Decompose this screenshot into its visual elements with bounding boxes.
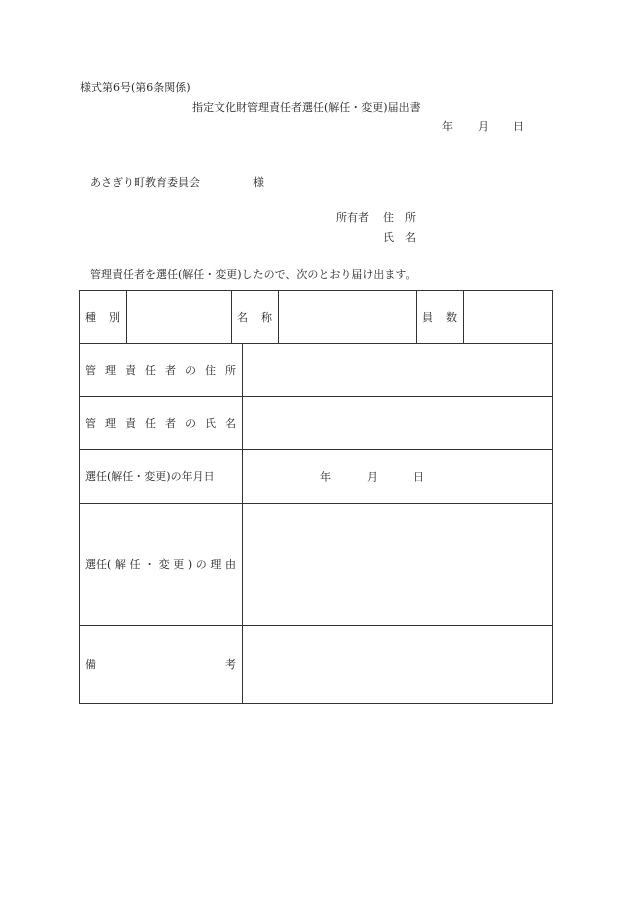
- owner-label: 所有者: [336, 211, 369, 224]
- appointment-date-field[interactable]: [243, 450, 553, 504]
- name-label-char: 名: [237, 310, 248, 324]
- manager-address-field[interactable]: [243, 344, 553, 397]
- addressee-honorific: 様: [253, 176, 264, 189]
- reason-label: [80, 504, 243, 626]
- owner-block: [336, 211, 456, 245]
- label-char: 者: [165, 416, 176, 430]
- manager-address-label: [80, 344, 243, 397]
- label-char: ・: [144, 558, 156, 571]
- label-char: 理: [105, 416, 116, 430]
- count-label: [417, 291, 464, 344]
- date-year-label: 年: [442, 120, 453, 133]
- label-char: 選任(: [85, 558, 112, 571]
- appointment-year-label: 年: [320, 470, 331, 483]
- intro-text: 管理責任者を選任(解任・変更)したので、次のとおり届け出ます。: [90, 268, 417, 281]
- manager-name-field[interactable]: [243, 397, 553, 450]
- date-day-label: 日: [513, 120, 524, 133]
- count-field[interactable]: [464, 291, 553, 344]
- document-title: 指定文化財管理責任者選任(解任・変更)届出書: [192, 101, 421, 114]
- row-kind-name-count: [80, 291, 553, 344]
- label-char: 備: [85, 658, 96, 671]
- kind-label: [80, 291, 127, 344]
- kind-label-char: 別: [109, 310, 120, 324]
- label-char: 変: [158, 558, 170, 571]
- label-char: 理: [105, 363, 116, 377]
- label-char: 管: [85, 363, 96, 377]
- row-remarks: [80, 626, 553, 704]
- name-field[interactable]: [279, 291, 417, 344]
- label-char: の: [185, 363, 196, 377]
- remarks-label: [80, 626, 243, 704]
- addressee: [90, 176, 270, 189]
- addressee-name: あさぎり町教育委員会: [90, 176, 200, 189]
- label-char: 由: [224, 558, 236, 571]
- label-char: 者: [165, 363, 176, 377]
- reason-field[interactable]: [243, 504, 553, 626]
- row-manager-name: [80, 397, 553, 450]
- label-char: 責: [125, 363, 136, 377]
- label-char: 解: [114, 558, 126, 571]
- notification-form-table: [79, 290, 553, 704]
- label-char: の: [185, 416, 196, 430]
- name-label: [232, 291, 279, 344]
- appointment-month-label: 月: [367, 470, 378, 483]
- owner-address-label: 住 所: [383, 211, 416, 224]
- label-char: の: [195, 558, 207, 571]
- label-char: 責: [125, 416, 136, 430]
- date-month-label: 月: [478, 120, 489, 133]
- count-label-char: 員: [422, 310, 433, 324]
- label-char: 管: [85, 416, 96, 430]
- count-label-char: 数: [446, 310, 457, 324]
- kind-field[interactable]: [127, 291, 232, 344]
- label-char: 考: [225, 658, 236, 671]
- owner-name-label: 氏 名: [383, 231, 416, 244]
- appointment-day-label: 日: [413, 470, 424, 483]
- label-char: 更: [173, 558, 185, 571]
- appointment-date-label: 選任(解任・変更)の年月日: [80, 450, 243, 504]
- label-char: 氏: [205, 416, 216, 430]
- label-char: 理: [210, 558, 222, 571]
- row-reason: [80, 504, 553, 626]
- label-char: 所: [225, 363, 236, 377]
- name-label-char: 称: [261, 310, 272, 324]
- kind-label-char: 種: [85, 310, 96, 324]
- remarks-field[interactable]: [243, 626, 553, 704]
- label-char: 任: [145, 416, 156, 430]
- row-manager-address: [80, 344, 553, 397]
- label-char: 名: [225, 416, 236, 430]
- label-char: 任: [129, 558, 141, 571]
- row-appointment-date: [80, 450, 553, 504]
- label-char: 住: [205, 363, 216, 377]
- manager-name-label: [80, 397, 243, 450]
- label-char: ): [187, 558, 193, 571]
- form-number: 様式第6号(第6条関係): [80, 81, 191, 94]
- label-char: 任: [145, 363, 156, 377]
